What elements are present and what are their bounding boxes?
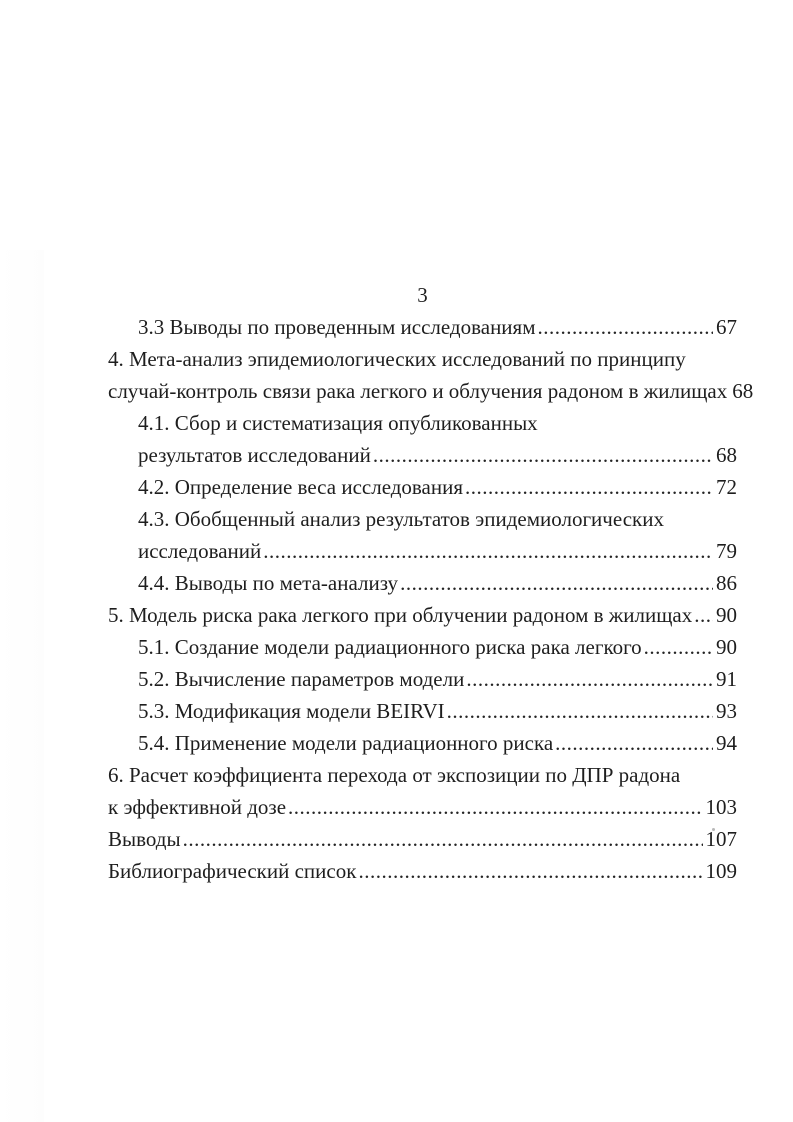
table-of-contents	[108, 279, 754, 887]
page-number: 3	[417, 283, 428, 307]
toc-entry-text: 6. Расчет коэффициента перехода от экспозиции по ДПР радона	[108, 763, 681, 787]
dot-leader	[400, 567, 713, 599]
scan-page-edge	[0, 250, 44, 1122]
toc-entry-row	[108, 375, 754, 407]
toc-entry-page: 67	[716, 315, 737, 339]
toc-entry-text: 3.3 Выводы по проведенным исследованиям	[138, 315, 536, 339]
toc-entry-row	[108, 663, 737, 695]
toc-entry-text: 5.2. Вычисление параметров модели	[138, 667, 465, 691]
toc-entry-row	[108, 439, 737, 471]
toc-entry-page: 68	[716, 443, 737, 467]
toc-entry-page: 93	[716, 699, 737, 723]
dot-leader	[538, 311, 714, 343]
dot-leader	[694, 599, 713, 631]
toc-entry-text: 5.4. Применение модели радиационного риска	[138, 731, 554, 755]
toc-entry-page: 90	[716, 603, 737, 627]
toc-entry-page: 94	[716, 731, 737, 755]
toc-entry-row	[108, 759, 737, 791]
toc-entry-row	[108, 567, 737, 599]
toc-entry-row	[108, 695, 737, 727]
toc-entry-page: 86	[716, 571, 737, 595]
toc-entry-page: 90	[716, 635, 737, 659]
toc-entry-text: случай-контроль связи рака легкого и облучения радоном в жилищах	[108, 379, 728, 403]
dot-leader	[447, 695, 713, 727]
toc-entry-row	[108, 823, 737, 855]
toc-entry-row	[108, 311, 737, 343]
toc-entry-text: 4.2. Определение веса исследования	[138, 475, 464, 499]
toc-entry-text: 4.3. Обобщенный анализ результатов эпидемиологических	[138, 507, 664, 531]
toc-entry-text: 4.1. Сбор и систематизация опубликованных	[138, 411, 538, 435]
toc-entry-row	[108, 727, 737, 759]
dot-leader	[183, 823, 703, 855]
toc-entry-page: 72	[716, 475, 737, 499]
toc-entry-row	[108, 407, 737, 439]
toc-entry-row	[108, 503, 737, 535]
dot-leader	[263, 535, 713, 567]
toc-entry-text: Библиографический список	[108, 859, 357, 883]
toc-entry-text: 5.3. Модификация модели BEIRVI	[138, 699, 445, 723]
dot-leader	[358, 855, 702, 887]
dot-leader	[555, 727, 713, 759]
toc-entry-page: 68	[732, 379, 754, 403]
toc-entry-row	[108, 343, 737, 375]
toc-entry-row	[108, 535, 737, 567]
toc-entry-text: результатов исследований	[138, 443, 371, 467]
dot-leader	[465, 471, 713, 503]
dot-leader	[644, 631, 713, 663]
toc-entry-page: 103	[705, 795, 737, 819]
toc-entry-text: 4.4. Выводы по мета-анализу	[138, 571, 399, 595]
toc-entry-row	[108, 471, 737, 503]
toc-entry-row	[108, 791, 737, 823]
toc-entry-page: 79	[716, 539, 737, 563]
toc-entry-text: 4. Мета-анализ эпидемиологических исследований по принципу	[108, 347, 686, 371]
toc-entry-text: 5.1. Создание модели радиационного риска рака легкого	[138, 635, 642, 659]
dot-leader	[373, 439, 713, 471]
toc-entry-text: исследований	[138, 539, 262, 563]
toc-entry-page: 109	[705, 859, 737, 883]
toc-entry-text: 5. Модель риска рака легкого при облучении радоном в жилищах	[108, 603, 693, 627]
toc-entry-row	[108, 599, 737, 631]
toc-entry-page: 91	[716, 667, 737, 691]
toc-entry-text: к эффективной дозе	[108, 795, 287, 819]
toc-entry-row	[108, 855, 737, 887]
dot-leader	[288, 791, 702, 823]
toc-entry-text: Выводы	[108, 827, 181, 851]
dot-leader	[466, 663, 713, 695]
toc-entry-page: 107	[705, 827, 737, 851]
toc-entry-row	[108, 631, 737, 663]
